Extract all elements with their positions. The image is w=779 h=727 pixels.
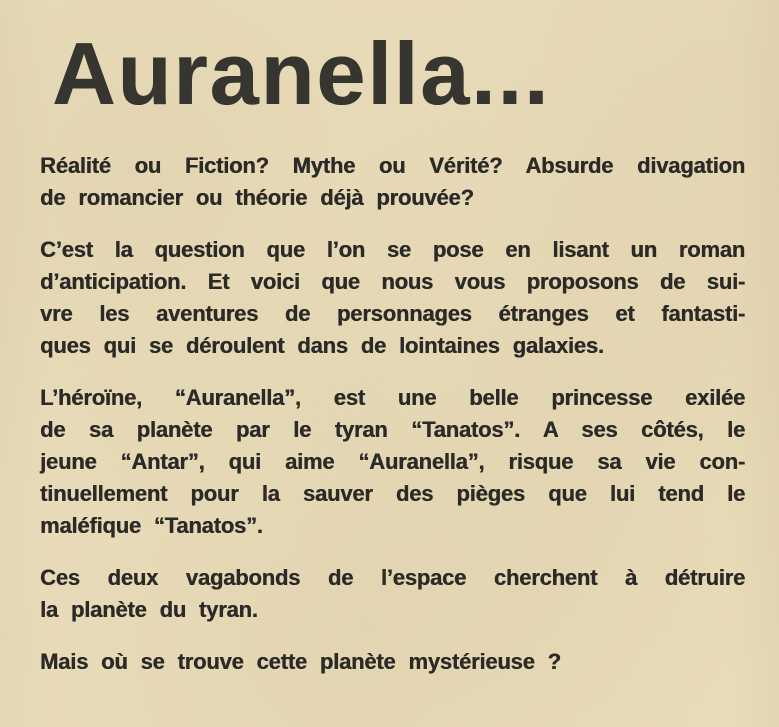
paragraph — [40, 382, 745, 542]
article-body — [0, 150, 779, 678]
text-line: jeune “Antar”, qui aime “Auranella”, risque sa vie con- — [40, 449, 745, 474]
text-line: de sa planète par le tyran “Tanatos”. A ses côtés, le — [40, 417, 745, 442]
text-line: d’anticipation. Et voici que nous vous proposons de sui- — [40, 269, 745, 294]
text-line: la planète du tyran. — [40, 597, 258, 622]
paragraph — [40, 150, 745, 214]
text-line: tinuellement pour la sauver des pièges que lui tend le — [40, 481, 745, 506]
paragraph — [40, 234, 745, 362]
text-line: L’héroïne, “Auranella”, est une belle princesse exilée — [40, 385, 745, 410]
paragraph — [40, 646, 745, 678]
text-line: Mais où se trouve cette planète mystérieuse ? — [40, 649, 561, 674]
text-line: ques qui se déroulent dans de lointaines galaxies. — [40, 333, 604, 358]
paragraph — [40, 562, 745, 626]
text-line: C’est la question que l’on se pose en lisant un roman — [40, 237, 745, 262]
text-line: Ces deux vagabonds de l’espace cherchent à détruire — [40, 565, 745, 590]
text-line: Réalité ou Fiction? Mythe ou Vérité? Absurde divagation — [40, 153, 745, 178]
article-title: Auranella... — [52, 24, 551, 123]
text-line: maléfique “Tanatos”. — [40, 513, 263, 538]
text-line: vre les aventures de personnages étranges et fantasti- — [40, 301, 745, 326]
text-line: de romancier ou théorie déjà prouvée? — [40, 185, 474, 210]
